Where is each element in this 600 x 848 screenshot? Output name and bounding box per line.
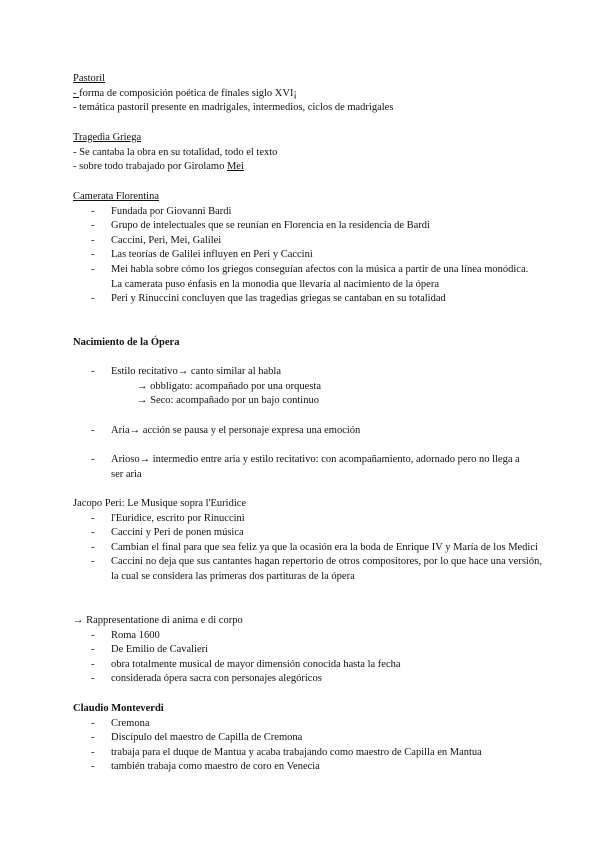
tragedia-line-2: - sobre todo trabajado por Girolamo Mei — [73, 161, 244, 173]
list-item: - considerada ópera sacra con personajes alegóricos — [91, 673, 322, 685]
list-item: - Caccini y Peri de ponen música — [91, 527, 244, 539]
list-item: - obra totalmente musical de mayor dimensión conocida hasta la fecha — [91, 658, 401, 670]
list-item: - Estilo recitativo→ canto similar al habla — [91, 366, 281, 377]
heading-jacopo-peri: Jacopo Peri: Le Musique sopra l'Euridice — [73, 498, 247, 509]
heading-claudio-monteverdi: Claudio Monteverdi — [73, 703, 164, 714]
list-item: - De Emilio de Cavalieri — [91, 644, 209, 656]
section-pastoril — [73, 72, 543, 116]
heading-tragedia-griega: Tragedia Griega — [73, 132, 142, 143]
list-item: - Arioso→ intermedio entre aria y estilo recitativo: con acompañamiento, adornado pero no llega a ser aria — [91, 454, 520, 480]
heading-rappresentatione: → Rappresentatione di anima e di corpo — [73, 615, 243, 626]
list-item: - Grupo de intelectuales que se reunían en Florencia en la residencia de Bardi — [91, 220, 430, 232]
list-item: - trabaja para el duque de Mantua y acaba trabajando como maestro de Capilla en Mantua — [91, 746, 482, 758]
list-item: - también trabaja como maestro de coro en Venecia — [91, 761, 320, 773]
list-item: - Fundada por Giovanni Bardi — [91, 205, 232, 217]
list-item: - Roma 1600 — [91, 629, 160, 641]
section-camerata-florentina — [73, 190, 543, 307]
section-rappresentatione — [73, 614, 543, 687]
recitativo-seco: → Seco: acompañado por un bajo continuo — [137, 395, 319, 407]
pastoril-line-2: - temática pastoril presente en madrigales, intermedios, ciclos de madrigales — [73, 102, 394, 114]
section-nacimiento-opera — [73, 336, 543, 351]
list-item: - l'Euridice, escrito por Rinuccini — [91, 512, 245, 524]
list-item: - Cambian el final para que sea feliz ya que la ocasión era la boda de Enrique IV y María de los Medici — [91, 541, 538, 553]
list-item: - Cremona — [91, 717, 150, 729]
heading-camerata-florentina: Camerata Florentina — [73, 191, 160, 202]
list-item: - Discípulo del maestro de Capilla de Cremona — [91, 732, 303, 744]
list-item: - Peri y Rinuccini concluyen que las tragedias griegas se cantaban en su totalidad — [91, 293, 446, 305]
section-jacopo-peri — [73, 497, 543, 585]
heading-nacimiento-opera: Nacimiento de la Ópera — [73, 337, 180, 348]
recitativo-obbligato: → obbligato: acompañado por una orquesta — [137, 380, 321, 392]
list-item: - Aria→ acción se pausa y el personaje expresa una emoción — [91, 425, 361, 436]
nacimiento-arioso-block — [73, 453, 543, 482]
nacimiento-recitativo-block — [73, 365, 543, 409]
section-claudio-monteverdi — [73, 702, 543, 775]
section-tragedia-griega — [73, 131, 543, 175]
list-item: - Caccini, Peri, Mei, Galilei — [91, 234, 222, 246]
list-item: - Caccini no deja que sus cantantes hagan repertorio de otros compositores, por lo que hace una versión, la cual se considera las primeras dos partituras de la ópera — [91, 556, 542, 582]
heading-pastoril: Pastoril — [73, 73, 106, 84]
tragedia-line-1: - Se cantaba la obra en su totalidad, todo el texto — [73, 146, 278, 158]
nacimiento-aria-block — [73, 424, 543, 439]
list-item: - Mei habla sobre cómo los griegos conseguían afectos con la música a partir de una línea monódica. La camerata puso énfasis en la monodia que llevaría al nacimiento de la ópera — [91, 263, 529, 290]
list-item: - Las teorías de Galilei influyen en Peri y Caccini — [91, 249, 313, 261]
pastoril-line-1: - forma de composición poética de finales siglo XVI¡ — [73, 87, 297, 99]
